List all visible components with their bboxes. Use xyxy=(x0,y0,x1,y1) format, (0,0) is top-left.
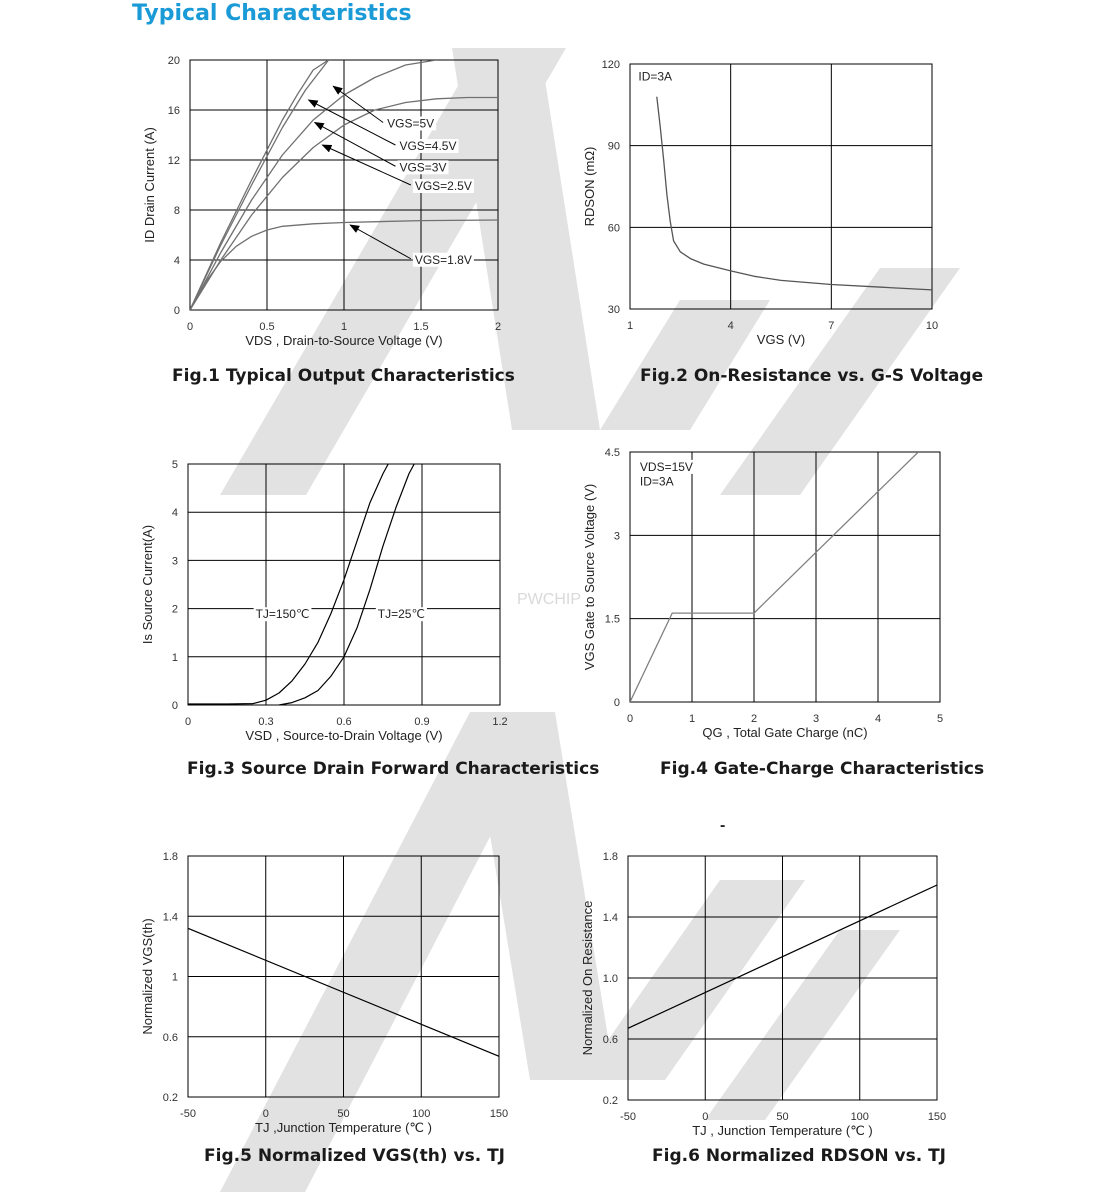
annotation-label: VGS=5V xyxy=(387,116,435,131)
x-axis-label: VSD , Source-to-Drain Voltage (V) xyxy=(245,728,443,743)
y-axis-label: VGS Gate to Source Voltage (V) xyxy=(582,483,597,671)
y-tick-label: 1 xyxy=(171,651,178,664)
x-tick-label: 4 xyxy=(874,713,882,725)
x-tick-label: 4 xyxy=(727,320,734,332)
section-heading: Typical Characteristics xyxy=(132,1,412,26)
x-tick-label: 1.2 xyxy=(492,716,508,728)
watermark-text: PWCHIP xyxy=(517,591,581,608)
y-tick-label: 90 xyxy=(607,140,620,153)
x-tick-label: 0.3 xyxy=(258,716,274,728)
y-tick-label: 0 xyxy=(171,700,178,712)
stray-mark: - xyxy=(720,817,726,834)
x-tick-label: -50 xyxy=(620,1111,636,1123)
x-tick-label: -50 xyxy=(180,1108,196,1120)
x-tick-label: 100 xyxy=(850,1111,869,1123)
x-tick-label: 0 xyxy=(626,713,634,725)
y-tick-label: 1 xyxy=(171,971,178,984)
y-tick-label: 0.2 xyxy=(162,1092,178,1104)
fig6-caption: Fig.6 Normalized RDSON vs. TJ xyxy=(652,1146,946,1166)
y-tick-label: 0.6 xyxy=(162,1031,178,1044)
x-axis-label: TJ , Junction Temperature (℃ ) xyxy=(692,1123,873,1138)
x-tick-label: 5 xyxy=(936,713,944,725)
x-tick-label: 0.9 xyxy=(414,716,430,728)
x-tick-label: 100 xyxy=(412,1108,431,1120)
y-tick-label: 4 xyxy=(171,507,178,520)
y-tick-label: 12 xyxy=(167,155,180,167)
annotation-label: VGS=4.5V xyxy=(399,139,457,153)
y-tick-label: 4.5 xyxy=(604,447,620,459)
annotation-label: ID=3A xyxy=(638,69,673,84)
y-tick-label: 1.0 xyxy=(602,973,618,985)
annotation-label: VDS=15V xyxy=(639,459,693,474)
x-tick-label: 0 xyxy=(262,1108,269,1120)
y-tick-label: 4 xyxy=(173,255,180,267)
y-tick-label: 3 xyxy=(171,555,178,568)
annotation-label: VGS=3V xyxy=(399,160,447,175)
x-tick-label: 1 xyxy=(626,320,634,332)
annotation-label: TJ=25℃ xyxy=(377,607,425,622)
y-tick-label: 20 xyxy=(167,55,180,67)
y-tick-label: 1.5 xyxy=(604,613,620,626)
y-tick-label: 30 xyxy=(607,304,620,316)
annotation-label: VGS=2.5V xyxy=(414,179,472,193)
x-tick-label: 7 xyxy=(828,320,835,332)
y-tick-label: 0.6 xyxy=(602,1034,618,1046)
x-tick-label: 0.5 xyxy=(259,321,275,333)
y-axis-label: Is Source Current(A) xyxy=(140,524,155,645)
x-axis-label: VGS (V) xyxy=(756,332,806,347)
annotation-label: ID=3A xyxy=(639,474,674,489)
fig2-caption: Fig.2 On-Resistance vs. G-S Voltage xyxy=(640,366,984,386)
x-tick-label: 0 xyxy=(702,1111,709,1123)
x-axis-label: TJ ,Junction Temperature (℃ ) xyxy=(255,1120,432,1135)
y-tick-label: 1.8 xyxy=(162,851,178,863)
y-tick-label: 60 xyxy=(607,222,620,235)
x-tick-label: 50 xyxy=(776,1111,789,1123)
fig5-caption: Fig.5 Normalized VGS(th) vs. TJ xyxy=(204,1146,505,1166)
x-axis-label: QG , Total Gate Charge (nC) xyxy=(702,725,868,740)
x-axis-label: VDS , Drain-to-Source Voltage (V) xyxy=(245,333,443,348)
x-tick-label: 150 xyxy=(489,1108,509,1120)
y-axis-label: Normalized VGS(th) xyxy=(140,918,155,1035)
y-tick-label: 3 xyxy=(613,530,620,543)
y-tick-label: 5 xyxy=(171,459,178,471)
y-axis-label: RDSON (mΩ) xyxy=(582,146,597,227)
x-tick-label: 10 xyxy=(925,320,939,332)
x-tick-label: 50 xyxy=(337,1108,350,1120)
x-tick-label: 150 xyxy=(927,1111,947,1123)
x-tick-label: 2 xyxy=(494,321,502,333)
y-axis-label: ID Drain Current (A) xyxy=(142,127,157,243)
x-tick-label: 2 xyxy=(750,713,758,725)
y-tick-label: 0 xyxy=(173,305,180,317)
y-tick-label: 1.4 xyxy=(162,911,178,924)
annotation-label: TJ=150℃ xyxy=(255,607,310,622)
annotation-label: VGS=1.8V xyxy=(414,252,472,267)
y-tick-label: 8 xyxy=(173,205,180,217)
x-tick-label: 0 xyxy=(184,716,192,728)
x-tick-label: 3 xyxy=(812,713,820,725)
fig3-caption: Fig.3 Source Drain Forward Characteristics xyxy=(187,759,600,779)
y-tick-label: 0 xyxy=(613,697,620,709)
y-tick-label: 16 xyxy=(167,105,180,117)
fig4-caption: Fig.4 Gate-Charge Characteristics xyxy=(660,759,985,779)
y-tick-label: 120 xyxy=(601,59,620,71)
fig1-caption: Fig.1 Typical Output Characteristics xyxy=(172,366,515,386)
y-tick-label: 0.2 xyxy=(602,1095,618,1107)
x-tick-label: 1.5 xyxy=(413,321,429,333)
x-tick-label: 0.6 xyxy=(336,716,352,728)
y-tick-label: 1.4 xyxy=(602,912,618,924)
x-tick-label: 1 xyxy=(340,321,348,333)
x-tick-label: 1 xyxy=(688,713,696,725)
y-axis-label: Normalized On Resistance xyxy=(580,900,595,1056)
y-tick-label: 2 xyxy=(171,603,178,616)
x-tick-label: 0 xyxy=(186,321,194,333)
y-tick-label: 1.8 xyxy=(602,851,618,863)
